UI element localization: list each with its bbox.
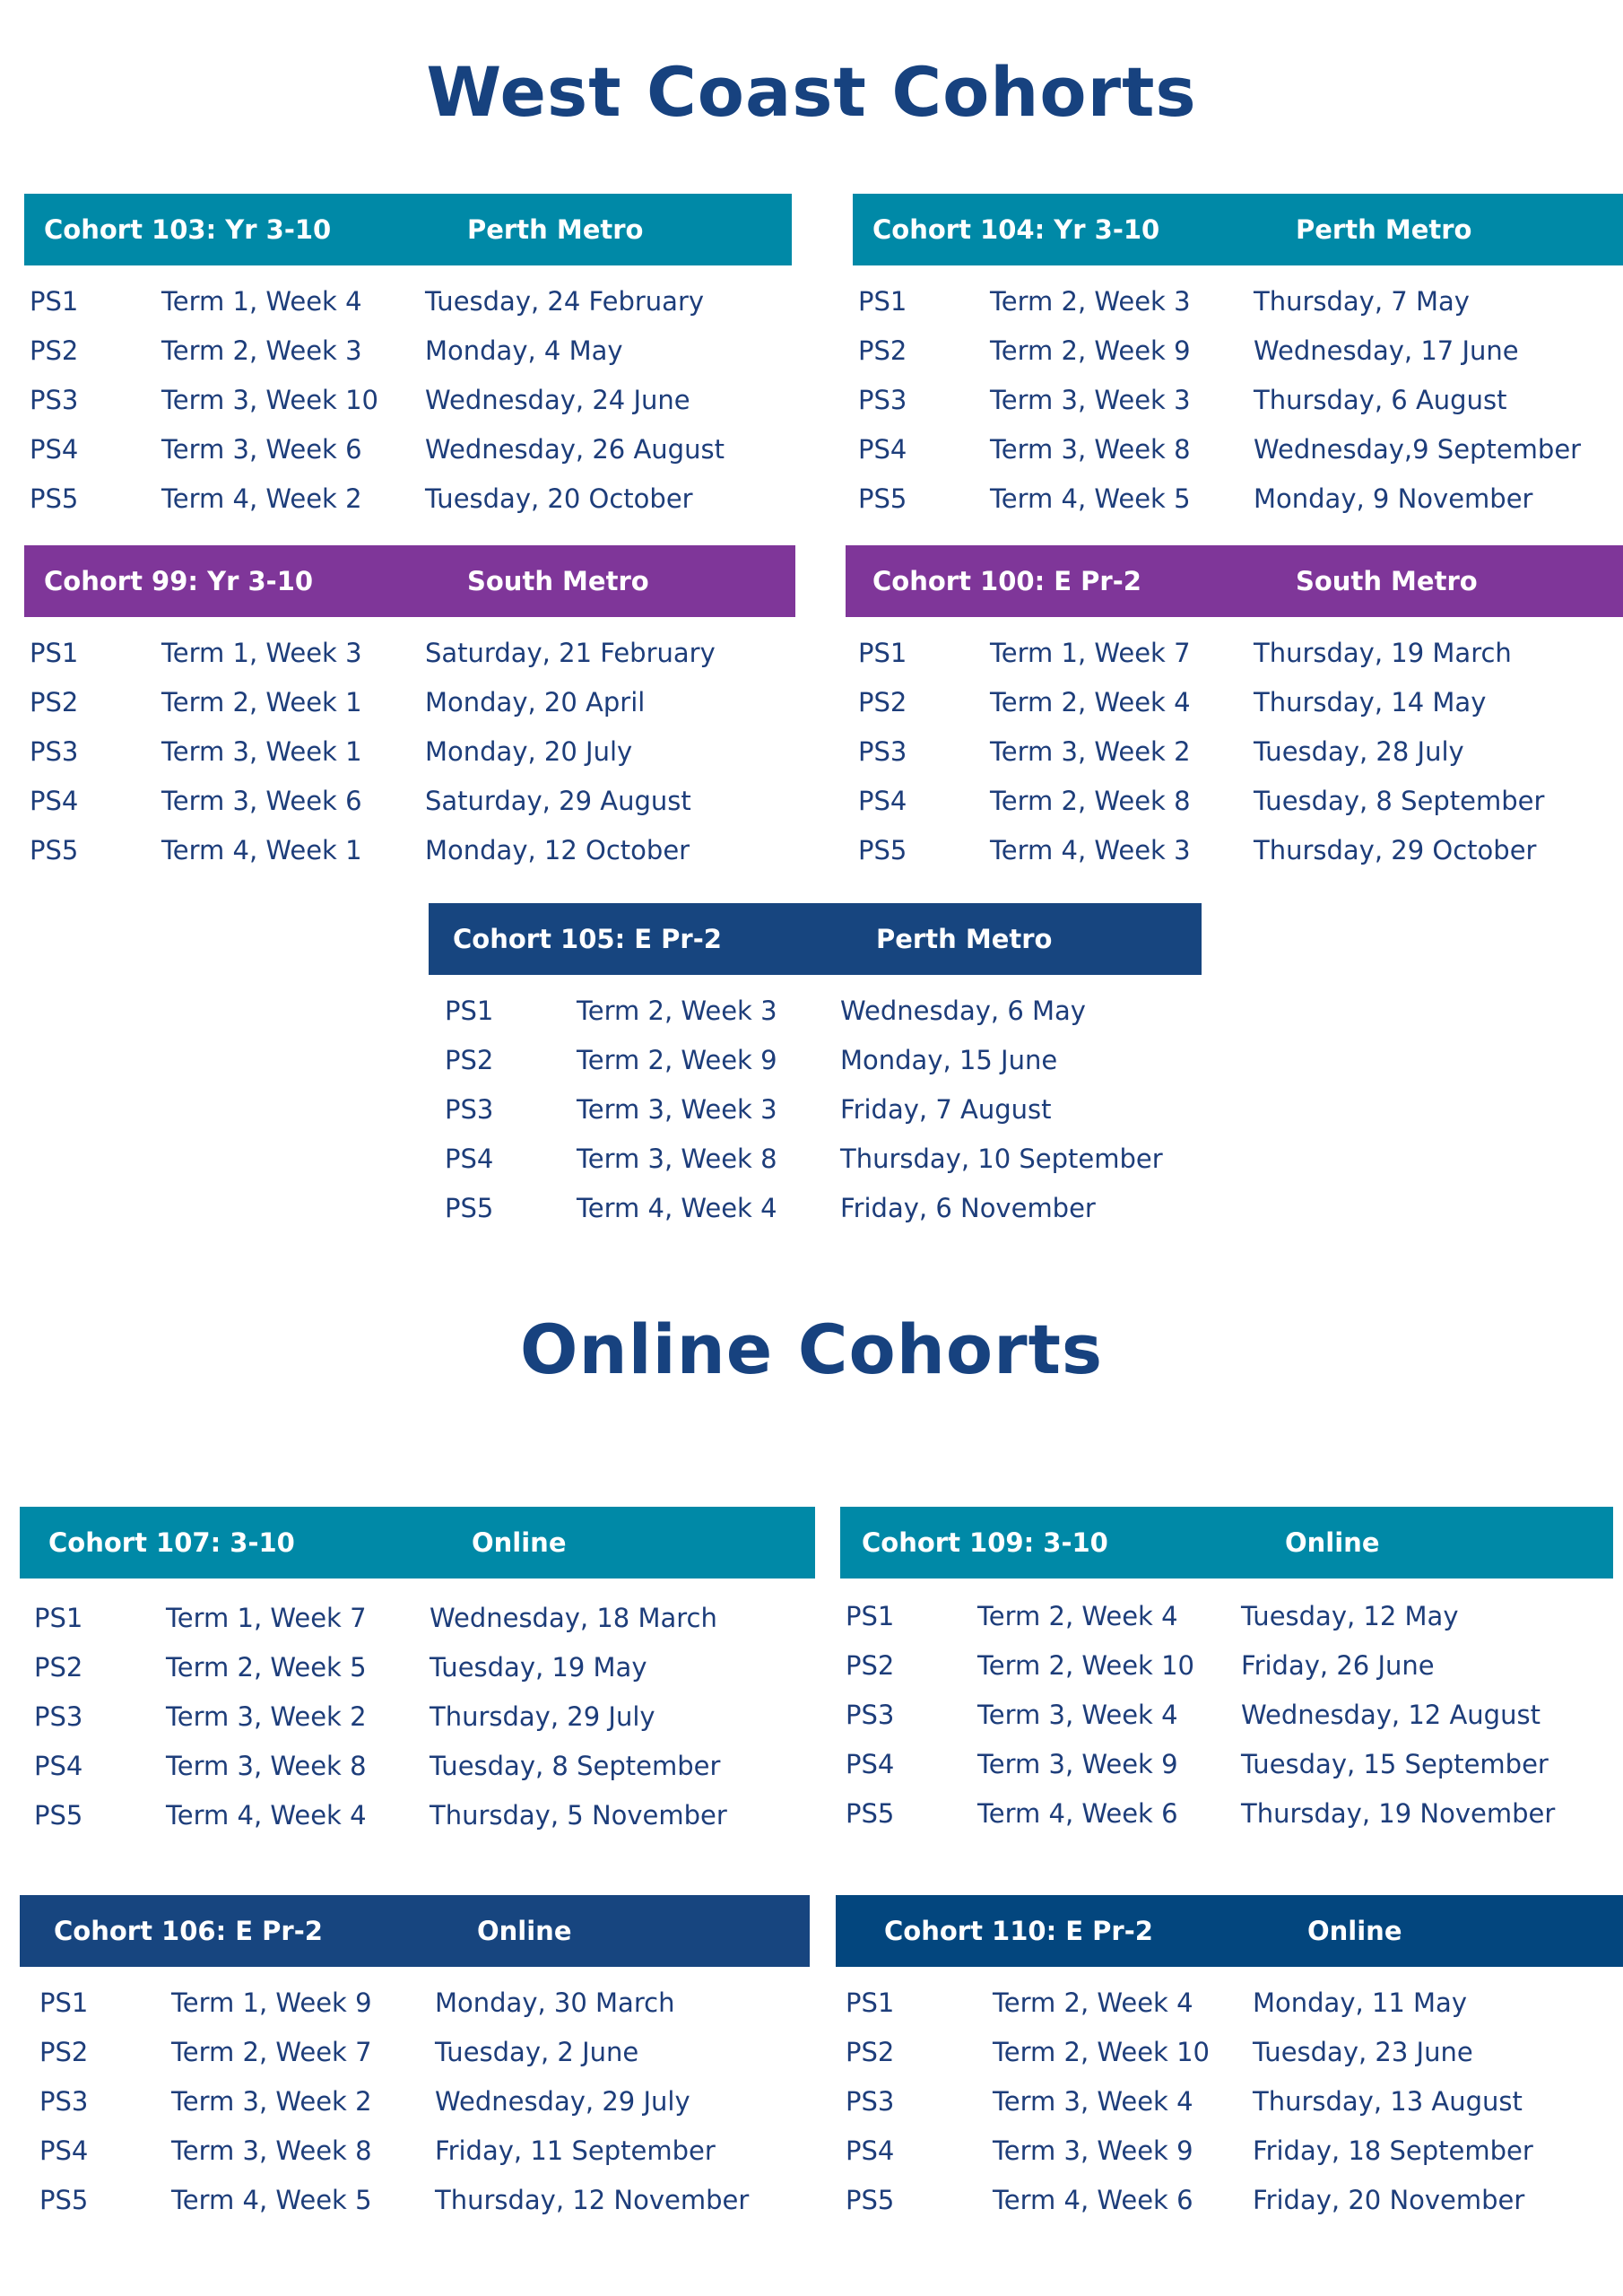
session-date: Thursday, 29 July: [430, 1700, 655, 1732]
cohort-name: Cohort 105: E Pr-2: [453, 924, 722, 954]
session-id: PS3: [846, 1699, 895, 1730]
session-date: Monday, 4 May: [425, 335, 623, 366]
session-term: Term 1, Week 7: [166, 1602, 367, 1633]
session-row: [439, 1183, 1202, 1232]
session-row: [853, 628, 1623, 677]
session-row: [29, 1741, 815, 1790]
session-row: [34, 2175, 810, 2224]
session-term: Term 3, Week 6: [161, 433, 362, 465]
session-row: [24, 776, 795, 825]
session-term: Term 3, Week 8: [171, 2135, 372, 2166]
session-date: Thursday, 5 November: [430, 1799, 727, 1831]
session-date: Tuesday, 19 May: [430, 1651, 647, 1683]
cohort-card: [20, 1895, 810, 2224]
session-term: Term 1, Week 9: [171, 1987, 372, 2018]
cohort-location: Perth Metro: [1296, 214, 1472, 245]
session-row: [439, 1035, 1202, 1084]
session-row: [840, 2175, 1623, 2224]
session-list: [853, 276, 1623, 523]
session-date: Tuesday, 24 February: [425, 285, 705, 317]
session-list: [24, 628, 795, 874]
cohort-card: [840, 1507, 1613, 1838]
session-row: [840, 1978, 1623, 2027]
session-row: [840, 1640, 1613, 1690]
session-id: PS3: [30, 384, 79, 415]
session-date: Monday, 30 March: [435, 1987, 675, 2018]
session-date: Monday, 12 October: [425, 834, 690, 865]
session-row: [439, 1084, 1202, 1134]
session-row: [24, 424, 792, 474]
session-id: PS2: [30, 335, 79, 366]
session-id: PS1: [30, 637, 79, 668]
session-date: Wednesday, 12 August: [1241, 1699, 1541, 1730]
session-row: [840, 1690, 1613, 1739]
session-term: Term 1, Week 3: [161, 637, 362, 668]
cohort-header: [24, 545, 795, 617]
session-term: Term 3, Week 2: [166, 1700, 367, 1732]
session-id: PS5: [39, 2184, 89, 2215]
cohort-header: [20, 1507, 815, 1578]
cohort-header: [20, 1895, 810, 1967]
session-id: PS2: [846, 2036, 895, 2067]
session-id: PS1: [846, 1987, 895, 2018]
session-date: Tuesday, 8 September: [1254, 785, 1545, 816]
session-row: [439, 1134, 1202, 1183]
session-row: [24, 375, 792, 424]
session-date: Thursday, 13 August: [1253, 2085, 1523, 2117]
session-date: Tuesday, 15 September: [1241, 1748, 1549, 1779]
session-id: PS4: [858, 433, 907, 465]
session-date: Tuesday, 20 October: [425, 483, 693, 514]
session-row: [853, 424, 1623, 474]
session-term: Term 3, Week 3: [990, 384, 1191, 415]
session-date: Thursday, 19 March: [1254, 637, 1512, 668]
session-row: [840, 1788, 1613, 1838]
session-id: PS4: [445, 1143, 494, 1174]
session-term: Term 4, Week 4: [166, 1799, 367, 1831]
session-row: [29, 1593, 815, 1642]
session-date: Wednesday, 29 July: [435, 2085, 690, 2117]
cohort-location: Perth Metro: [467, 214, 644, 245]
session-date: Thursday, 6 August: [1254, 384, 1507, 415]
session-row: [853, 776, 1623, 825]
session-date: Wednesday, 17 June: [1254, 335, 1519, 366]
session-list: [20, 1978, 810, 2224]
session-term: Term 3, Week 4: [993, 2085, 1193, 2117]
session-list: [20, 1593, 815, 1839]
session-row: [853, 474, 1623, 523]
session-term: Term 2, Week 3: [577, 995, 777, 1026]
session-id: PS1: [858, 285, 907, 317]
session-row: [840, 2126, 1623, 2175]
session-id: PS2: [34, 1651, 83, 1683]
cohort-header: [836, 1895, 1623, 1967]
session-id: PS4: [39, 2135, 89, 2166]
session-term: Term 4, Week 6: [993, 2184, 1193, 2215]
session-id: PS4: [30, 785, 79, 816]
cohort-header: [24, 194, 792, 265]
cohort-name: Cohort 99: Yr 3-10: [44, 566, 314, 596]
session-date: Friday, 26 June: [1241, 1649, 1435, 1681]
session-date: Monday, 20 July: [425, 735, 633, 767]
session-row: [34, 1978, 810, 2027]
session-term: Term 2, Week 8: [990, 785, 1191, 816]
session-date: Tuesday, 8 September: [430, 1750, 721, 1781]
session-row: [853, 677, 1623, 726]
session-row: [24, 825, 795, 874]
cohort-header: [429, 903, 1202, 975]
session-id: PS3: [846, 2085, 895, 2117]
cohort-card: [836, 1895, 1623, 2224]
session-row: [29, 1692, 815, 1741]
session-row: [24, 677, 795, 726]
cohort-name: Cohort 104: Yr 3-10: [872, 214, 1160, 245]
cohort-card: [846, 545, 1623, 874]
session-row: [840, 1591, 1613, 1640]
session-id: PS2: [858, 335, 907, 366]
session-term: Term 3, Week 2: [171, 2085, 372, 2117]
session-row: [24, 276, 792, 326]
session-row: [853, 726, 1623, 776]
session-row: [34, 2027, 810, 2076]
session-date: Wednesday, 6 May: [840, 995, 1086, 1026]
session-term: Term 2, Week 4: [993, 1987, 1193, 2018]
session-id: PS2: [858, 686, 907, 718]
session-id: PS4: [34, 1750, 83, 1781]
session-date: Thursday, 14 May: [1254, 686, 1487, 718]
session-row: [853, 825, 1623, 874]
session-term: Term 2, Week 7: [171, 2036, 372, 2067]
session-date: Monday, 20 April: [425, 686, 646, 718]
session-term: Term 4, Week 4: [577, 1192, 777, 1223]
online-title: Online Cohorts: [519, 1309, 1104, 1389]
session-date: Monday, 15 June: [840, 1044, 1058, 1075]
session-id: PS1: [39, 1987, 89, 2018]
session-row: [24, 326, 792, 375]
session-list: [429, 986, 1202, 1232]
session-row: [840, 1739, 1613, 1788]
cohort-name: Cohort 110: E Pr-2: [884, 1916, 1153, 1946]
session-term: Term 4, Week 5: [171, 2184, 372, 2215]
session-term: Term 3, Week 9: [977, 1748, 1178, 1779]
session-id: PS1: [858, 637, 907, 668]
session-date: Wednesday, 24 June: [425, 384, 690, 415]
session-row: [840, 2027, 1623, 2076]
session-term: Term 2, Week 9: [577, 1044, 777, 1075]
session-term: Term 4, Week 2: [161, 483, 362, 514]
session-term: Term 3, Week 8: [577, 1143, 777, 1174]
session-term: Term 4, Week 5: [990, 483, 1191, 514]
session-date: Thursday, 7 May: [1254, 285, 1470, 317]
session-id: PS5: [846, 1797, 895, 1829]
session-term: Term 2, Week 1: [161, 686, 362, 718]
session-list: [846, 628, 1623, 874]
session-id: PS2: [30, 686, 79, 718]
session-term: Term 1, Week 7: [990, 637, 1191, 668]
cohort-location: South Metro: [1296, 566, 1478, 596]
session-row: [853, 326, 1623, 375]
cohort-location: Online: [472, 1527, 567, 1558]
session-date: Thursday, 19 November: [1241, 1797, 1556, 1829]
session-date: Thursday, 12 November: [435, 2184, 750, 2215]
cohort-location: Online: [477, 1916, 572, 1946]
session-id: PS3: [445, 1093, 494, 1125]
session-term: Term 3, Week 3: [577, 1093, 777, 1125]
cohort-name: Cohort 103: Yr 3-10: [44, 214, 332, 245]
session-row: [34, 2076, 810, 2126]
session-id: PS4: [30, 433, 79, 465]
cohort-name: Cohort 109: 3-10: [862, 1527, 1108, 1558]
session-term: Term 4, Week 3: [990, 834, 1191, 865]
session-term: Term 3, Week 1: [161, 735, 362, 767]
session-term: Term 3, Week 10: [161, 384, 378, 415]
session-row: [29, 1790, 815, 1839]
cohort-location: Online: [1307, 1916, 1402, 1946]
session-list: [836, 1978, 1623, 2224]
session-date: Friday, 7 August: [840, 1093, 1052, 1125]
session-date: Friday, 18 September: [1253, 2135, 1533, 2166]
cohort-name: Cohort 106: E Pr-2: [54, 1916, 323, 1946]
session-id: PS5: [445, 1192, 494, 1223]
session-date: Wednesday, 18 March: [430, 1602, 717, 1633]
session-id: PS5: [858, 834, 907, 865]
session-id: PS5: [30, 834, 79, 865]
session-date: Thursday, 29 October: [1254, 834, 1537, 865]
cohort-header: [853, 194, 1623, 265]
cohort-header: [846, 545, 1623, 617]
session-id: PS2: [445, 1044, 494, 1075]
session-date: Wednesday,9 September: [1254, 433, 1582, 465]
session-date: Wednesday, 26 August: [425, 433, 725, 465]
session-id: PS3: [858, 384, 907, 415]
session-term: Term 2, Week 10: [993, 2036, 1210, 2067]
session-row: [24, 474, 792, 523]
session-id: PS4: [846, 2135, 895, 2166]
session-term: Term 2, Week 4: [977, 1600, 1178, 1631]
session-term: Term 3, Week 8: [166, 1750, 367, 1781]
session-row: [29, 1642, 815, 1692]
cohort-location: Perth Metro: [876, 924, 1053, 954]
session-term: Term 3, Week 9: [993, 2135, 1193, 2166]
session-list: [840, 1591, 1613, 1838]
session-date: Friday, 20 November: [1253, 2184, 1525, 2215]
session-term: Term 3, Week 2: [990, 735, 1191, 767]
session-date: Tuesday, 23 June: [1253, 2036, 1473, 2067]
session-row: [840, 2076, 1623, 2126]
session-id: PS4: [846, 1748, 895, 1779]
session-term: Term 3, Week 6: [161, 785, 362, 816]
cohort-location: South Metro: [467, 566, 649, 596]
session-row: [24, 628, 795, 677]
session-id: PS2: [846, 1649, 895, 1681]
session-term: Term 4, Week 6: [977, 1797, 1178, 1829]
session-term: Term 3, Week 4: [977, 1699, 1178, 1730]
cohort-card: [429, 903, 1202, 1232]
session-id: PS1: [30, 285, 79, 317]
cohort-card: [20, 1507, 815, 1839]
session-date: Tuesday, 28 July: [1254, 735, 1464, 767]
cohort-name: Cohort 100: E Pr-2: [872, 566, 1141, 596]
session-row: [24, 726, 795, 776]
cohort-card: [853, 194, 1623, 523]
session-term: Term 3, Week 8: [990, 433, 1191, 465]
session-id: PS4: [858, 785, 907, 816]
session-term: Term 2, Week 3: [990, 285, 1191, 317]
session-date: Monday, 11 May: [1253, 1987, 1467, 2018]
session-id: PS5: [858, 483, 907, 514]
session-id: PS1: [34, 1602, 83, 1633]
session-term: Term 2, Week 9: [990, 335, 1191, 366]
session-row: [853, 375, 1623, 424]
session-term: Term 2, Week 3: [161, 335, 362, 366]
session-id: PS1: [846, 1600, 895, 1631]
session-term: Term 2, Week 5: [166, 1651, 367, 1683]
session-id: PS3: [30, 735, 79, 767]
session-date: Saturday, 29 August: [425, 785, 691, 816]
session-id: PS5: [34, 1799, 83, 1831]
session-date: Tuesday, 2 June: [435, 2036, 639, 2067]
session-row: [853, 276, 1623, 326]
cohort-header: [840, 1507, 1613, 1578]
session-id: PS2: [39, 2036, 89, 2067]
session-term: Term 2, Week 10: [977, 1649, 1194, 1681]
session-date: Friday, 11 September: [435, 2135, 716, 2166]
session-id: PS5: [846, 2184, 895, 2215]
session-id: PS3: [39, 2085, 89, 2117]
cohort-card: [24, 194, 792, 523]
cohort-name: Cohort 107: 3-10: [48, 1527, 295, 1558]
cohort-card: [24, 545, 795, 874]
session-term: Term 1, Week 4: [161, 285, 362, 317]
session-row: [34, 2126, 810, 2175]
session-row: [439, 986, 1202, 1035]
session-date: Monday, 9 November: [1254, 483, 1533, 514]
session-term: Term 4, Week 1: [161, 834, 362, 865]
session-date: Saturday, 21 February: [425, 637, 716, 668]
session-id: PS3: [34, 1700, 83, 1732]
session-id: PS5: [30, 483, 79, 514]
session-id: PS1: [445, 995, 494, 1026]
session-date: Friday, 6 November: [840, 1192, 1096, 1223]
west-coast-title: West Coast Cohorts: [426, 52, 1197, 132]
session-date: Tuesday, 12 May: [1241, 1600, 1459, 1631]
session-id: PS3: [858, 735, 907, 767]
session-date: Thursday, 10 September: [840, 1143, 1163, 1174]
session-term: Term 2, Week 4: [990, 686, 1191, 718]
cohort-location: Online: [1285, 1527, 1380, 1558]
session-list: [24, 276, 792, 523]
